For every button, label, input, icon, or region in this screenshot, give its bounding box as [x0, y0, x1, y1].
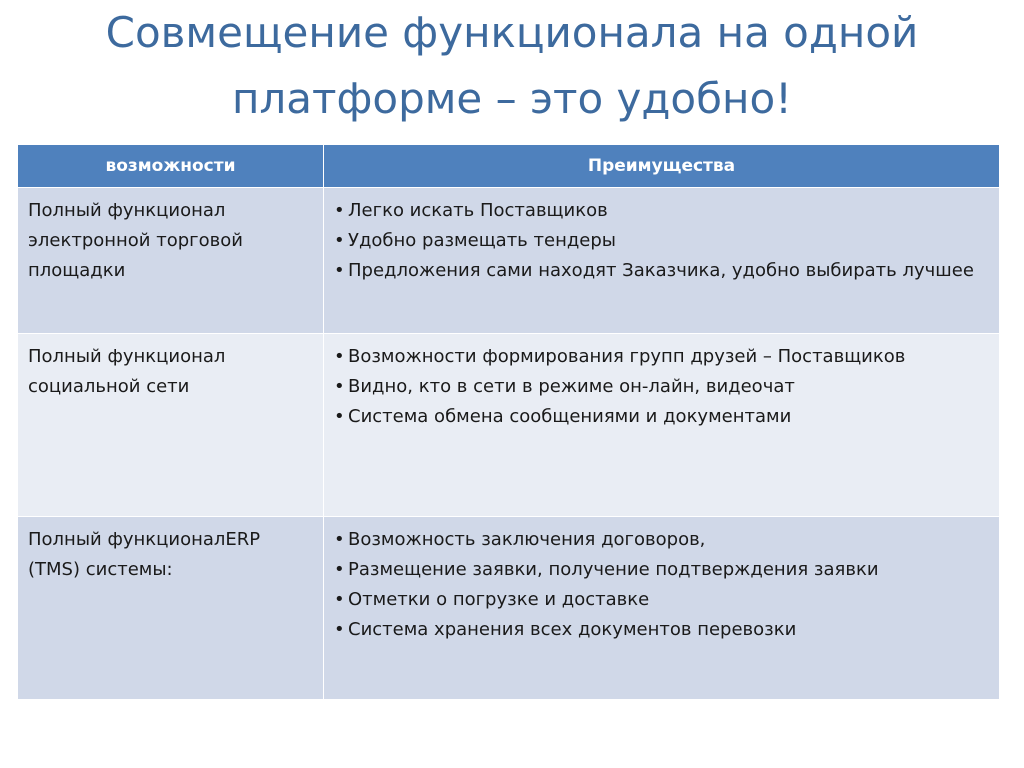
features-table — [17, 144, 1000, 700]
header-benefit: Преимущества — [324, 145, 1000, 188]
bullet-glyph: • — [334, 619, 345, 640]
benefit-text: Размещение заявки, получение подтверждения заявки — [348, 559, 879, 580]
benefit-item — [334, 342, 989, 372]
table-row-ecommerce — [18, 188, 1000, 334]
bullet-glyph: • — [334, 230, 345, 251]
bullet-glyph: • — [334, 260, 345, 281]
benefit-item — [334, 372, 989, 402]
benefit-item — [334, 196, 989, 226]
benefit-item — [334, 402, 989, 432]
table-row-erp — [18, 517, 1000, 700]
feature-cell: Полный функционал электронной торговой площадки — [18, 188, 324, 334]
benefit-cell — [324, 334, 1000, 517]
benefit-item — [334, 525, 989, 555]
bullet-glyph: • — [334, 200, 345, 221]
benefit-item — [334, 226, 989, 256]
benefit-cell — [324, 517, 1000, 700]
slide-title — [0, 0, 1024, 132]
bullet-glyph: • — [334, 559, 345, 580]
feature-cell: Полный функционал социальной сети — [18, 334, 324, 517]
bullet-glyph: • — [334, 346, 345, 367]
benefit-text: Удобно размещать тендеры — [348, 230, 616, 251]
header-feature: возможности — [18, 145, 324, 188]
benefit-item — [334, 256, 989, 286]
benefit-cell — [324, 188, 1000, 334]
benefit-text: Система обмена сообщениями и документами — [348, 406, 792, 427]
bullet-glyph: • — [334, 376, 345, 397]
feature-cell: Полный функционалERP (TMS) системы: — [18, 517, 324, 700]
benefit-item — [334, 585, 989, 615]
benefit-text: Система хранения всех документов перевозки — [348, 619, 797, 640]
features-table-container — [17, 144, 999, 700]
table-row-social — [18, 334, 1000, 517]
benefit-text: Отметки о погрузке и доставке — [348, 589, 650, 610]
slide-title-line-1: Совмещение функционала на одной — [105, 8, 919, 57]
benefit-item — [334, 555, 989, 585]
bullet-glyph: • — [334, 529, 345, 550]
benefit-text: Предложения сами находят Заказчика, удобно выбирать лучшее — [348, 260, 974, 281]
benefit-text: Возможности формирования групп друзей – Поставщиков — [348, 346, 906, 367]
bullet-glyph: • — [334, 589, 345, 610]
bullet-glyph: • — [334, 406, 345, 427]
benefit-text: Возможность заключения договоров, — [348, 529, 706, 550]
table-header-row — [18, 145, 1000, 188]
benefit-text: Легко искать Поставщиков — [348, 200, 608, 221]
benefit-text: Видно, кто в сети в режиме он-лайн, видеочат — [348, 376, 795, 397]
slide-title-line-2: платформе – это удобно! — [231, 74, 793, 123]
benefit-item — [334, 615, 989, 645]
